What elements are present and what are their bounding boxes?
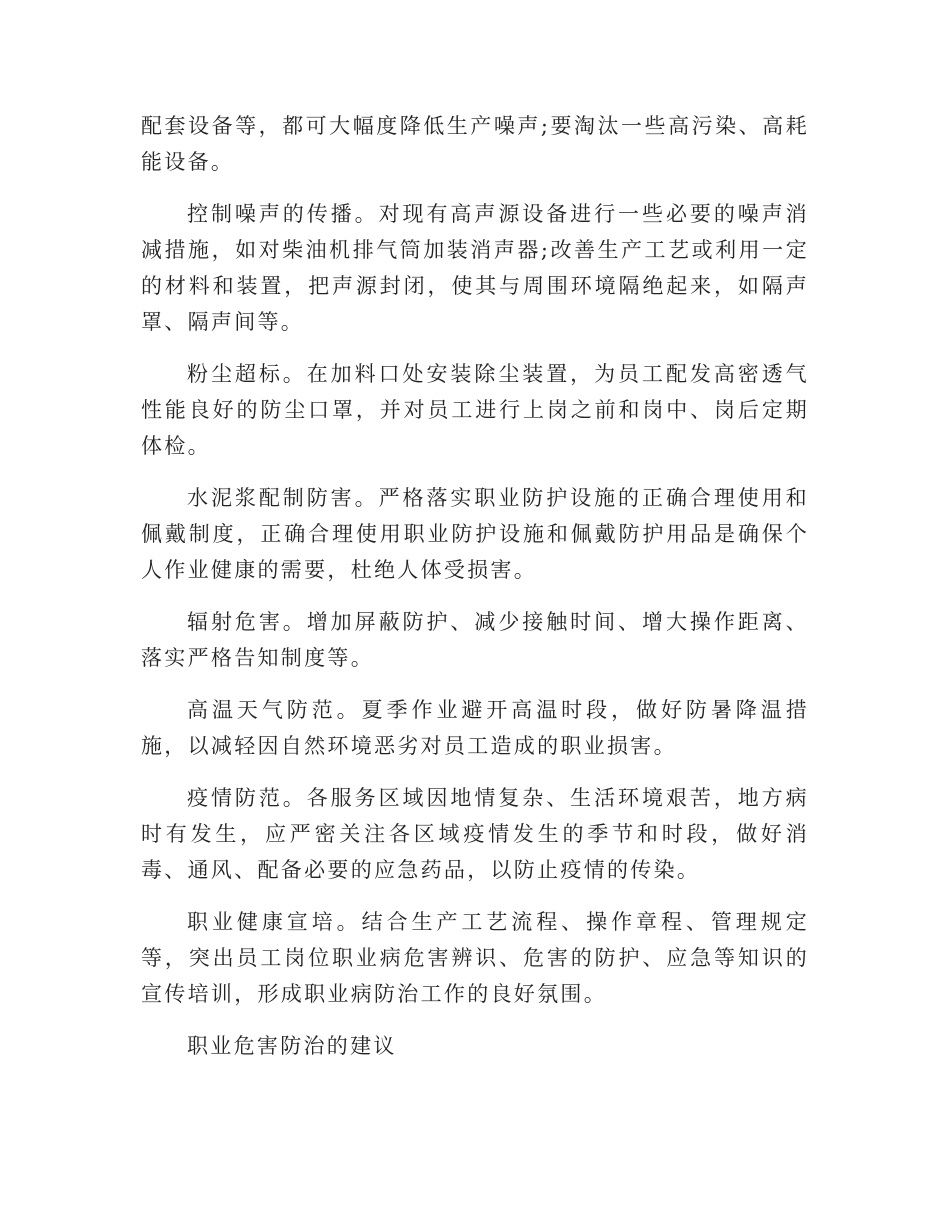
document-body xyxy=(141,108,809,1080)
paragraph-noise-propagation: 控制噪声的传播。对现有高声源设备进行一些必要的噪声消减措施，如对柴油机排气筒加装消声器;改善生产工艺或利用一定的材料和装置，把声源封闭，使其与周围环境隔绝起来，如隔声罩、隔声间等。 xyxy=(141,202,809,334)
paragraph-dust: 粉尘超标。在加料口处安装除尘装置，为员工配发高密透气性能良好的防尘口罩，并对员工进行上岗之前和岗中、岗后定期体检。 xyxy=(141,362,809,458)
paragraph-continued: 配套设备等，都可大幅度降低生产噪声;要淘汰一些高污染、高耗能设备。 xyxy=(141,114,809,174)
paragraph-health-training: 职业健康宣培。结合生产工艺流程、操作章程、管理规定等，突出员工岗位职业病危害辨识、危害的防护、应急等知识的宣传培训，形成职业病防治工作的良好氛围。 xyxy=(141,910,809,1006)
paragraph-epidemic: 疫情防范。各服务区域因地情复杂、生活环境艰苦，地方病时有发生，应严密关注各区域疫情发生的季节和时段，做好消毒、通风、配备必要的应急药品，以防止疫情的传染。 xyxy=(141,786,809,882)
paragraph-cement-slurry: 水泥浆配制防害。严格落实职业防护设施的正确合理使用和佩戴制度，正确合理使用职业防护设施和佩戴防护用品是确保个人作业健康的需要，杜绝人体受损害。 xyxy=(141,486,809,582)
paragraph-radiation: 辐射危害。增加屏蔽防护、减少接触时间、增大操作距离、落实严格告知制度等。 xyxy=(141,610,809,670)
section-heading: 职业危害防治的建议 xyxy=(187,1034,397,1058)
paragraph-high-temperature: 高温天气防范。夏季作业避开高温时段，做好防暑降温措施，以减轻因自然环境恶劣对员工造成的职业损害。 xyxy=(141,698,809,758)
